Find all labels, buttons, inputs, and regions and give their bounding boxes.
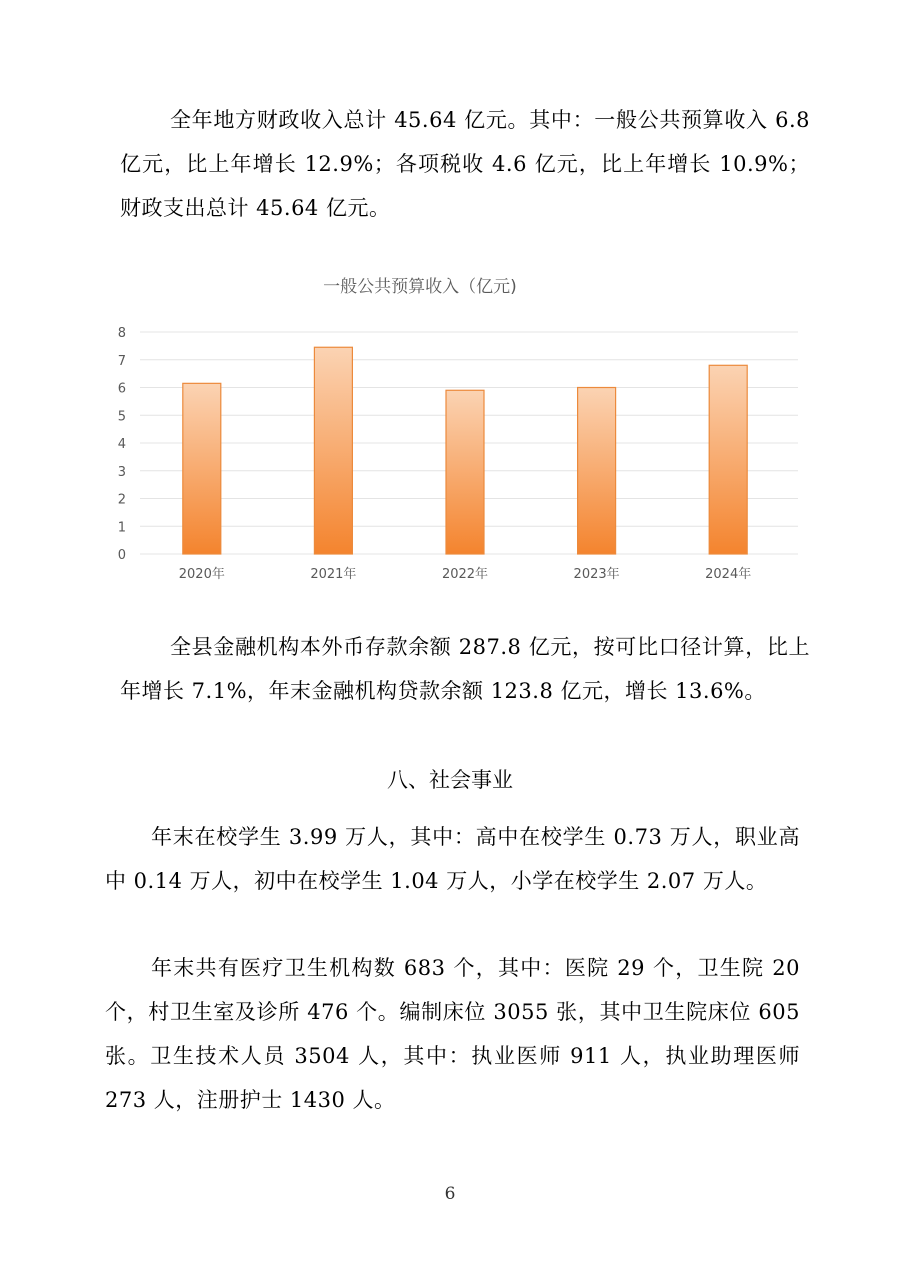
paragraph-healthcare: 年末共有医疗卫生机构数 683 个，其中：医院 29 个，卫生院 20 个，村卫生室及诊所 476 个。编制床位 3055 张，其中卫生院床位 605 张。卫生技术人员 3504 人，其中：执业医师 911 人，执业助理医师 273 人，注册护士 1430 人。 <box>105 956 800 1112</box>
y-tick-label: 5 <box>117 409 126 425</box>
page-number: 6 <box>444 1184 456 1204</box>
x-tick-label: 2022年 <box>441 567 489 580</box>
y-tick-label: 7 <box>117 353 126 369</box>
y-tick-label: 4 <box>117 437 126 452</box>
budget-revenue-bar-chart <box>100 262 820 580</box>
bar-2020年 <box>183 383 221 554</box>
y-tick-label: 2 <box>117 492 126 508</box>
y-tick-label: 8 <box>117 326 126 341</box>
x-tick-label: 2023年 <box>573 567 620 580</box>
y-tick-label: 0 <box>117 548 126 563</box>
y-axis-ticks <box>118 326 126 563</box>
chart-bars <box>183 347 747 554</box>
x-tick-label: 2024年 <box>705 567 752 580</box>
paragraph-fiscal-revenue: 全年地方财政收入总计 45.64 亿元。其中：一般公共预算收入 6.8 亿元，比上年增长 12.9%；各项税收 4.6 亿元，比上年增长 10.9%；财政支出总计 45.64 亿元。 <box>120 108 810 220</box>
bar-2022年 <box>446 390 484 554</box>
paragraph-students: 年末在校学生 3.99 万人，其中：高中在校学生 0.73 万人，职业高中 0.14 万人，初中在校学生 1.04 万人，小学在校学生 2.07 万人。 <box>105 825 800 893</box>
x-tick-label: 2021年 <box>310 567 357 580</box>
bar-2021年 <box>314 347 352 554</box>
bar-2024年 <box>709 365 747 554</box>
y-tick-label: 6 <box>117 381 126 397</box>
y-tick-label: 3 <box>117 464 126 480</box>
section-heading-social: 八、社会事业 <box>387 768 513 792</box>
x-tick-label: 2020年 <box>178 567 225 580</box>
x-axis-labels <box>179 566 751 580</box>
bar-2023年 <box>578 388 616 555</box>
paragraph-financial-deposits: 全县金融机构本外币存款余额 287.8 亿元，按可比口径计算，比上年增长 7.1%，年末金融机构贷款余额 123.8 亿元，增长 13.6%。 <box>120 635 810 703</box>
y-tick-label: 1 <box>117 520 126 536</box>
chart-title: 一般公共预算收入（亿元) <box>323 277 517 297</box>
